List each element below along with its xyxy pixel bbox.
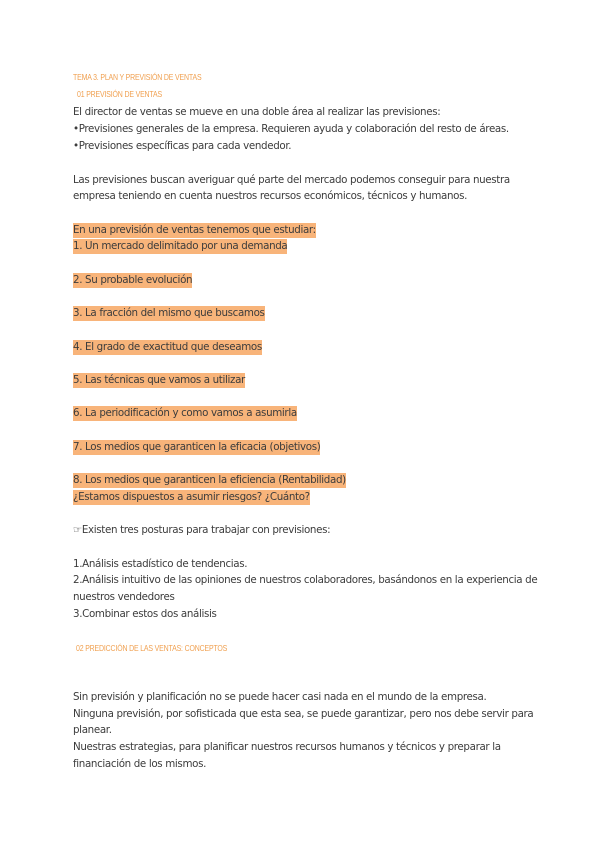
paragraph-line: Las previsiones buscan averiguar qué parte del mercado podemos conseguir para nuestra <box>73 174 510 186</box>
concepts-line: planear. <box>73 724 112 736</box>
posture-item: 2.Análisis intuitivo de las opiniones de nuestros colaboradores, basándonos en la experiencia de <box>73 574 538 586</box>
study-list-item <box>73 272 192 288</box>
intro-bullet-specific: •Previsiones específicas para cada vendedor. <box>73 140 292 152</box>
subsection-title-prevision: 01 PREVISIÓN DE VENTAS <box>77 89 162 99</box>
study-list-item <box>73 339 262 355</box>
highlight: 2. Su probable evolución <box>73 274 193 286</box>
posture-item: nuestros vendedores <box>73 591 175 603</box>
concepts-line: Ninguna previsión, por sofisticada que esta sea, se puede garantizar, pero nos debe servir para <box>73 708 534 720</box>
highlight: 6. La periodificación y como vamos a asumirla <box>73 407 297 419</box>
study-list-item <box>73 305 265 321</box>
intro-bullet-general: •Previsiones generales de la empresa. Requieren ayuda y colaboración del resto de áreas. <box>73 123 509 135</box>
study-list-question <box>73 489 310 505</box>
highlight: En una previsión de ventas tenemos que estudiar: <box>73 224 316 236</box>
subsection-title-conceptos: 02 PREDICCIÓN DE LAS VENTAS: CONCEPTOS <box>76 643 228 653</box>
highlight: 5. Las técnicas que vamos a utilizar <box>73 374 245 386</box>
posture-item: 1.Análisis estadístico de tendencias. <box>73 558 248 570</box>
concepts-line: Sin previsión y planificación no se puede hacer casi nada en el mundo de la empresa. <box>73 691 487 703</box>
study-list-intro <box>73 222 316 238</box>
highlight: 1. Un mercado delimitado por una demanda <box>73 240 288 252</box>
section-title: TEMA 3. PLAN Y PREVISIÓN DE VENTAS <box>73 72 202 82</box>
highlight: ¿Estamos dispuestos a asumir riesgos? ¿Cuánto? <box>73 491 310 503</box>
highlight: 8. Los medios que garanticen la eficiencia (Rentabilidad) <box>73 474 346 486</box>
posture-item: 3.Combinar estos dos análisis <box>73 608 217 620</box>
paragraph-line: empresa teniendo en cuenta nuestros recursos económicos, técnicos y humanos. <box>73 190 468 202</box>
study-list-item <box>73 405 297 421</box>
study-list-item <box>73 372 245 388</box>
highlight: 4. El grado de exactitud que deseamos <box>73 341 262 353</box>
highlight: 7. Los medios que garanticen la eficacia (objetivos) <box>73 441 321 453</box>
postures-intro: ☞Existen tres posturas para trabajar con previsiones: <box>73 524 331 536</box>
study-list-item <box>73 472 346 488</box>
highlight: 3. La fracción del mismo que buscamos <box>73 307 265 319</box>
study-list-item <box>73 439 320 455</box>
intro-line: El director de ventas se mueve en una doble área al realizar las previsiones: <box>73 106 441 118</box>
study-list-item <box>73 238 287 254</box>
concepts-line: financiación de los mismos. <box>73 758 207 770</box>
concepts-line: Nuestras estrategias, para planificar nuestros recursos humanos y técnicos y preparar la <box>73 741 501 753</box>
